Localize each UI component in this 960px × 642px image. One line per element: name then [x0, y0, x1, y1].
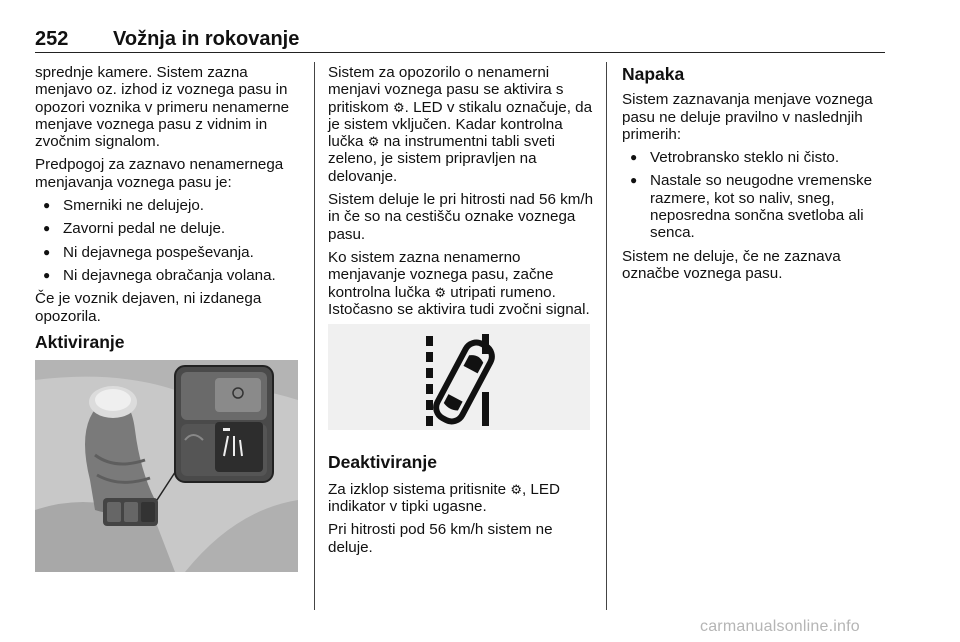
column-divider [606, 62, 607, 610]
bullet-icon: ● [43, 198, 51, 213]
paragraph: Pri hitrosti pod 56 km/h sistem ne deluje. [328, 521, 553, 556]
console-photo [35, 360, 307, 576]
paragraph: Sistem deluje le pri hitrosti nad 56 km/h in če so na cestišču oznake voznega pasu. [328, 191, 594, 243]
page-number: 252 [35, 28, 69, 50]
section-title: Vožnja in rokovanje [113, 28, 300, 50]
column-middle [328, 64, 596, 562]
lane-keep-assist-icon: ⚙︎ [434, 284, 447, 300]
paragraph: Za izklop sistema pritisnite ⚙︎, LED indikator v tipki ugasne. [328, 480, 560, 516]
bullet-icon: ● [43, 221, 51, 236]
bullet-icon: ● [630, 150, 638, 165]
paragraph: Sistem zaznavanja menjave voznega pasu ne deluje pravilno v naslednjih primerih: [622, 91, 873, 143]
watermark: carmanualsonline.info [700, 618, 860, 635]
bullet-list [622, 149, 890, 241]
paragraph: Sistem ne deluje, če ne zaznava označbe voznega pasu. [622, 247, 841, 282]
lane-illustration [328, 324, 596, 434]
column-left [35, 64, 307, 576]
list-item: ● Ni dejavnega obračanja volana. [43, 266, 276, 284]
paragraph: Če je voznik dejaven, ni izdanega opozorila. [35, 290, 262, 325]
list-item: ● Zavorni pedal ne deluje. [43, 220, 226, 238]
bullet-list [35, 197, 307, 284]
list-item: ● Smerniki ne delujejo. [43, 197, 204, 215]
column-right [622, 64, 890, 288]
column-divider [314, 62, 315, 610]
heading-deaktiviranje: Deaktiviranje [328, 452, 437, 473]
page-header [35, 26, 885, 53]
bullet-icon: ● [630, 173, 638, 188]
paragraph: Ko sistem zazna nenamerno menjavanje voznega pasu, začne kontrolna lučka ⚙︎ utripati rumeno. Istočasno se aktivira tudi zvočni signal. [328, 248, 590, 318]
paragraph: Predpogoj za zaznavo nenamernega menjavanja voznega pasu je: [35, 156, 284, 191]
paragraph: Sistem za opozorilo o nenamerni menjavi voznega pasu se aktivira s pritiskom ⚙︎. LED v stikalu označuje, da je sistem vključen. Kadar kontrolna lučka ⚙︎ na instrumentni tabli sveti zeleno, je sistem pripravljen na delovanje. [328, 64, 593, 185]
lane-departure-symbol [328, 324, 590, 430]
lane-keep-assist-icon: ⚙︎ [367, 134, 380, 150]
center-console-illustration [35, 360, 298, 572]
paragraph: sprednje kamere. Sistem zazna menjavo oz. izhod iz voznega pasu in opozori voznika v primeru nenamerne menjave voznega pasu z vidnim in zvočnim signalom. [35, 64, 290, 151]
lane-keep-assist-icon: ⚙︎ [393, 99, 405, 115]
list-item: ● Nastale so neugodne vremenske razmere, kot so naliv, sneg, neposredna sončna svetloba ali senca. [630, 172, 873, 242]
heading-napaka: Napaka [622, 64, 685, 84]
lane-keep-assist-icon: ⚙︎ [510, 481, 522, 497]
list-item: ● Ni dejavnega pospeševanja. [43, 243, 254, 261]
bullet-icon: ● [43, 244, 51, 259]
heading-aktiviranje: Aktiviranje [35, 331, 125, 352]
list-item: ● Vetrobransko steklo ni čisto. [630, 149, 840, 167]
bullet-icon: ● [43, 267, 51, 282]
